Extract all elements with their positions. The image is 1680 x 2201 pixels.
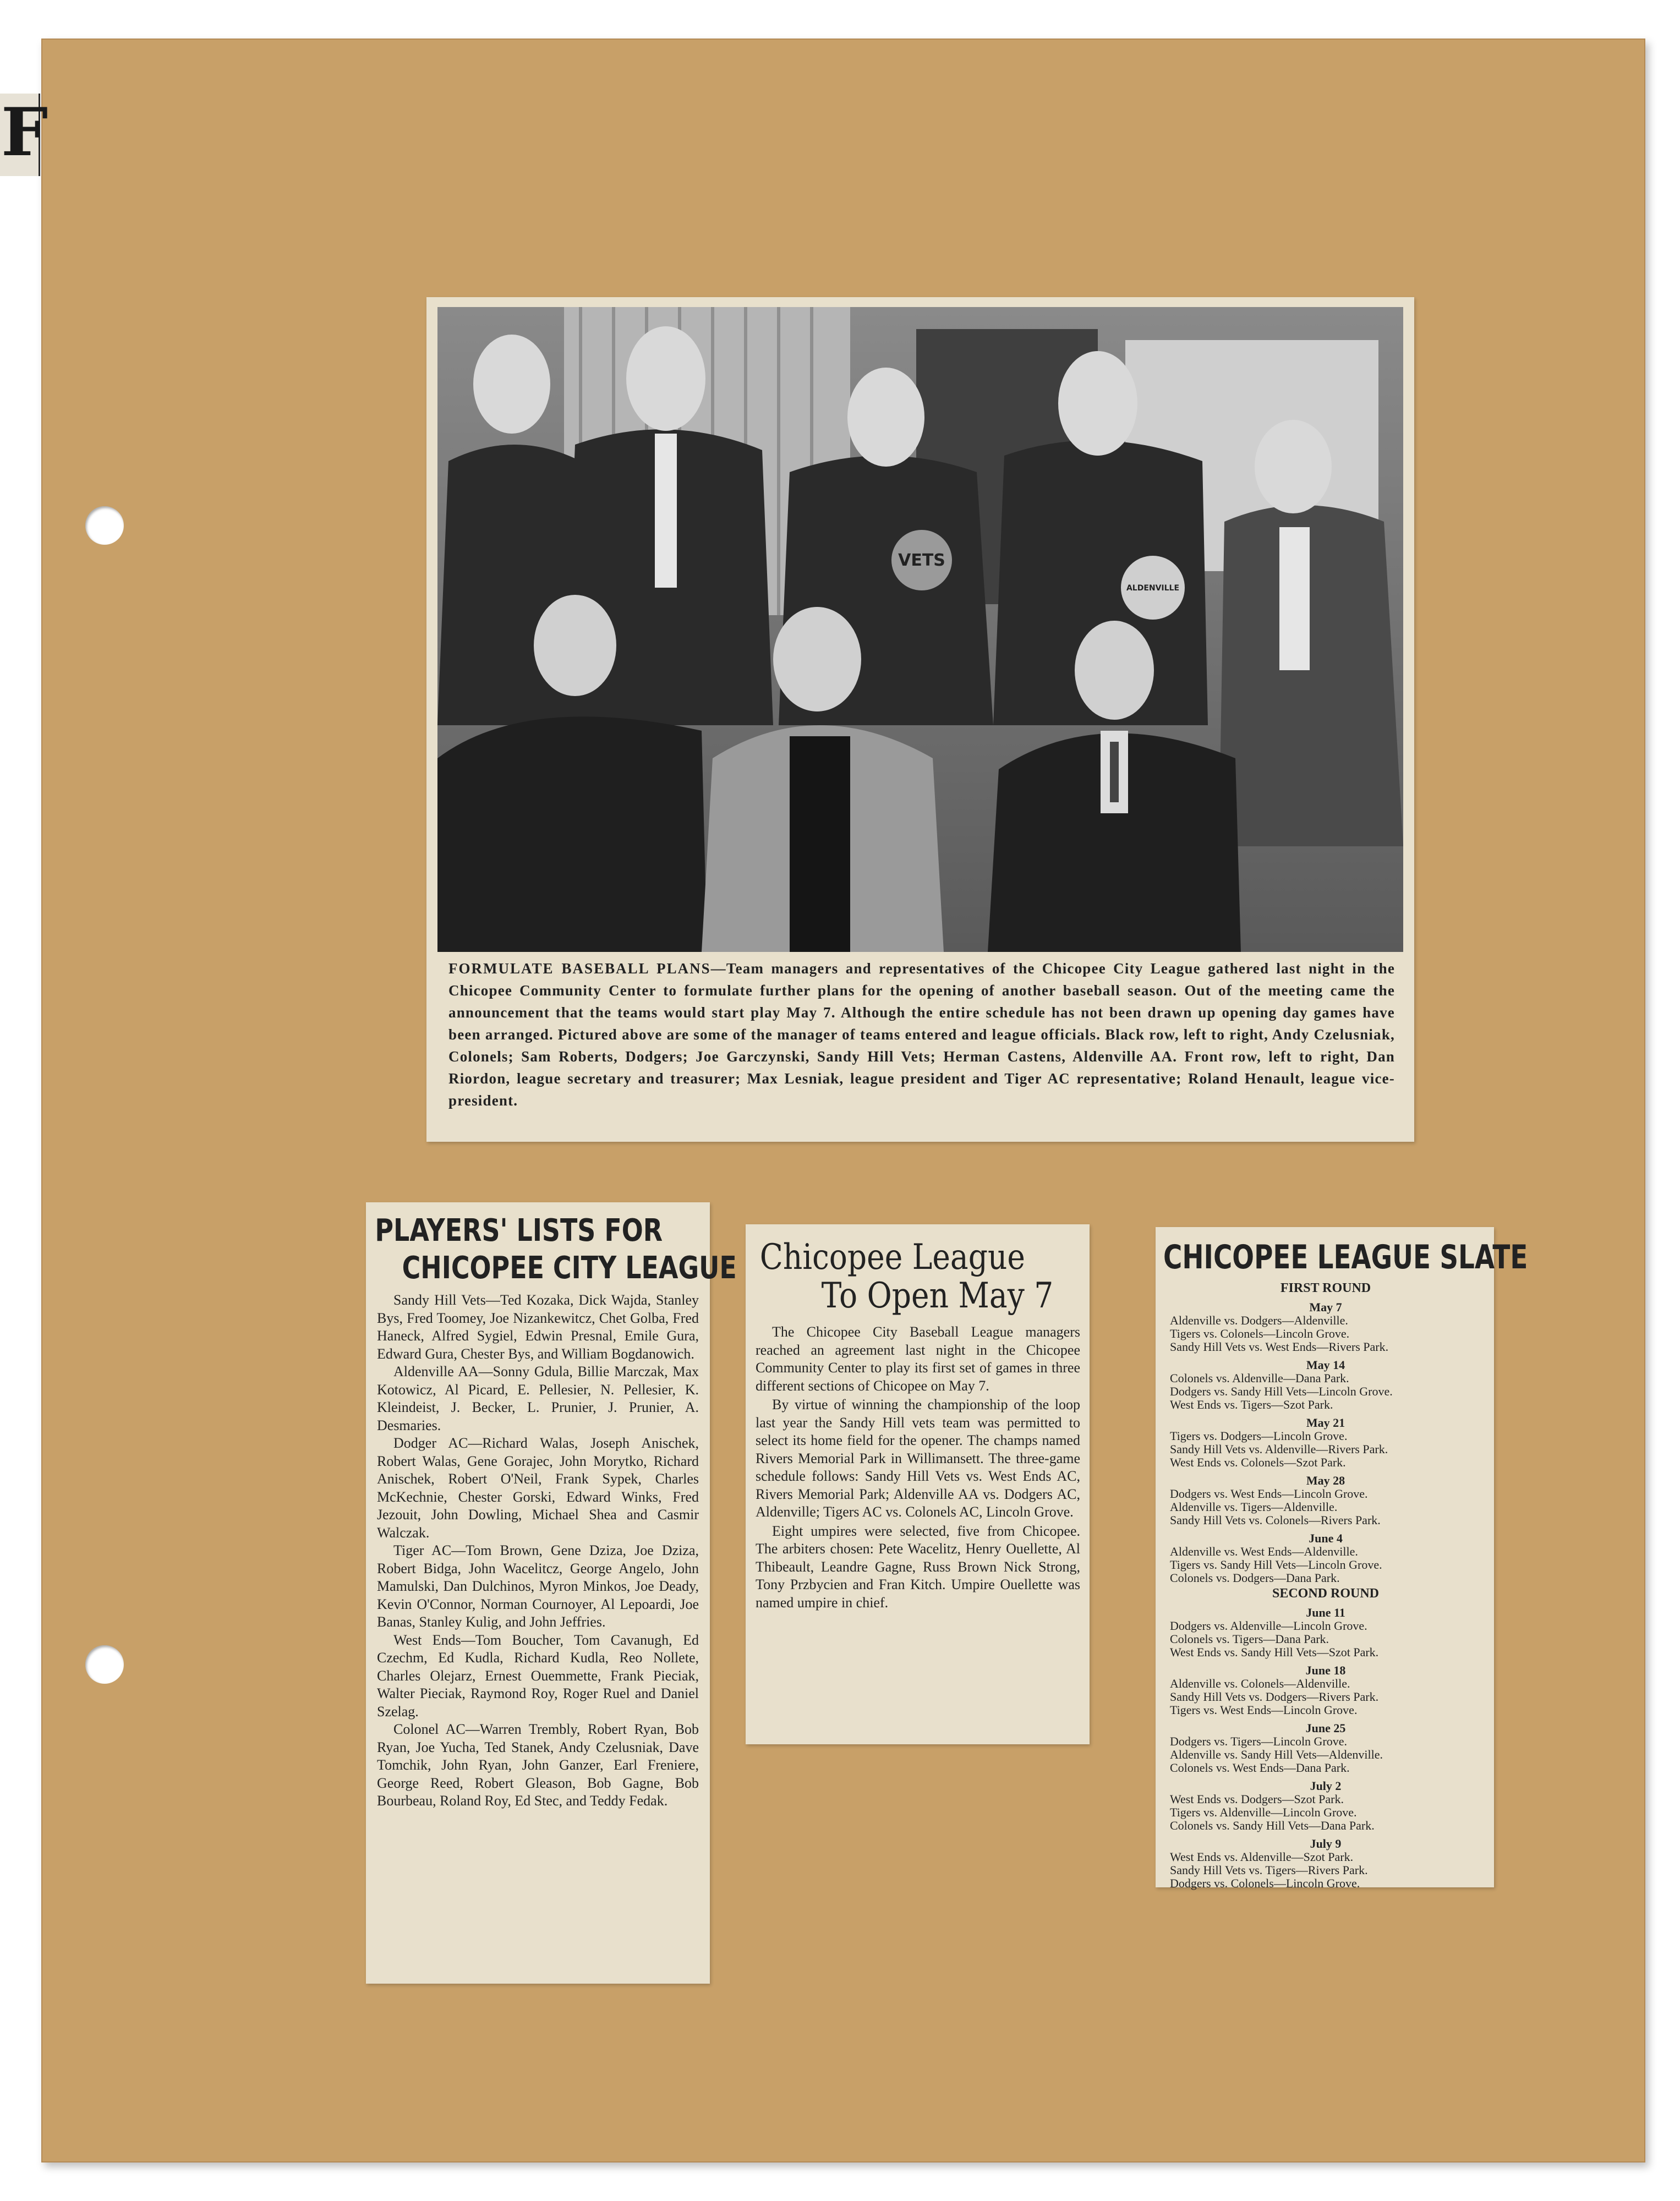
- caption-text: —Team managers and representatives of the Chicopee City League gathered last night in the Chicopee Community Center to formulate further plans for the opening of another baseball season. Out of the meeting came the announcement that the teams would start play May 7. Although the entire schedule has not been drawn up opening day games have been arranged. Pictured above are some of the manager of teams entered and league officials. Black row, left to right, Andy Czelusniak, Colonels; Sam Roberts, Dodgers; Joe Garczynski, Sandy Hill Vets; Herman Castens, Aldenville AA. Front row, left to right, Dan Riordon, league secretary and treasurer; Max Lesniak, league president and Tiger AC representative; Roland Henault, league vice-president.: [448, 960, 1396, 1109]
- adjacent-page-letter: F: [1, 94, 48, 171]
- game-date: May 21: [1306, 1416, 1345, 1430]
- game-date: June 11: [1306, 1606, 1345, 1619]
- game-entry: Aldenville vs. Dodgers—Aldenville.: [1170, 1313, 1348, 1327]
- team-roster-colonel-ac: Colonel AC—Warren Trembly, Robert Ryan, Bob Ryan, Joe Yucha, Ted Stanek, Andy Czelusniak, Dave Tomchik, John Ryan, John Ganzer, Earl Freniere, George Reed, Robert Gleason, Bob Gagne, Bob Bourbeau, Roland Roy, Ed Stec, and Teddy Fedak.: [377, 1721, 699, 1809]
- league-slate-clipping: [1156, 1227, 1528, 1890]
- game-entry: Sandy Hill Vets vs. West Ends—Rivers Park.: [1170, 1340, 1389, 1354]
- photo-clipping: [426, 297, 1414, 1142]
- game-entry: Tigers vs. Sandy Hill Vets—Lincoln Grove.: [1170, 1558, 1382, 1572]
- game-entry: Dodgers vs. Sandy Hill Vets—Lincoln Grove.: [1170, 1384, 1393, 1398]
- caption-lead: FORMULATE BASEBALL PLANS: [448, 960, 711, 977]
- team-roster-west-ends: West Ends—Tom Boucher, Tom Cavanugh, Ed Czechm, Ed Kudla, Richard Kudla, Reo Nollete, Charles Olejarz, Ernest Ouemmette, Frank Pieciak, Walter Pieciak, Raymond Roy, Roger Ruel and Daniel Szelag.: [377, 1631, 699, 1720]
- game-entry: Sandy Hill Vets vs. Aldenville—Rivers Park.: [1170, 1442, 1388, 1456]
- game-entry: West Ends vs. Aldenville—Szot Park.: [1170, 1850, 1354, 1864]
- game-entry: Sandy Hill Vets vs. Dodgers—Rivers Park.: [1170, 1690, 1379, 1704]
- photo-image: [437, 307, 1403, 952]
- game-entry: Sandy Hill Vets vs. Tigers—Rivers Park.: [1170, 1863, 1368, 1877]
- game-date: May 7: [1309, 1300, 1342, 1314]
- team-roster-tiger-ac: Tiger AC—Tom Brown, Gene Dziza, Joe Dziza, Robert Bidga, John Wacelitcz, George Angelo, John Mamulski, Dan Dulchinos, Myron Minkos, Joe Deady, Kevin O'Connor, Norman Cournoyer, Al Lepoardi, Joe Banas, Stanley Kulig, and John Jeffries.: [377, 1542, 699, 1630]
- game-entry: Colonels vs. Tigers—Dana Park.: [1170, 1632, 1329, 1646]
- aldenville-patch-text: ALDENVILLE: [1126, 584, 1180, 593]
- game-entry: Aldenville vs. Tigers—Aldenville.: [1170, 1500, 1338, 1514]
- vets-patch-text: VETS: [898, 551, 945, 570]
- game-entry: Colonels vs. West Ends—Dana Park.: [1170, 1761, 1350, 1775]
- opening-paragraph-3: Eight umpires were selected, five from Chicopee. The arbiters chosen: Pete Wacelitz, Henry Ouellette, Al Thibeault, Leandre Gagne, Russ Brown Nick Strong, Tony Przbycien and Fran Kitch. Umpire Ouellette was named umpire in chief.: [756, 1523, 1080, 1611]
- game-entry: West Ends vs. Sandy Hill Vets—Szot Park.: [1170, 1645, 1379, 1659]
- game-entry: Dodgers vs. Colonels—Lincoln Grove.: [1170, 1876, 1360, 1890]
- game-entry: Colonels vs. Aldenville—Dana Park.: [1170, 1371, 1349, 1385]
- game-entry: Tigers vs. Aldenville—Lincoln Grove.: [1170, 1805, 1357, 1819]
- game-date: June 25: [1305, 1721, 1346, 1735]
- game-entry: Aldenville vs. Sandy Hill Vets—Aldenville.: [1170, 1748, 1383, 1761]
- opening-headline-line2: To Open May 7: [821, 1275, 1054, 1316]
- game-date: June 4: [1309, 1531, 1343, 1545]
- game-entry: West Ends vs. Colonels—Szot Park.: [1170, 1455, 1346, 1469]
- game-entry: Colonels vs. Sandy Hill Vets—Dana Park.: [1170, 1819, 1375, 1832]
- game-entry: West Ends vs. Tigers—Szot Park.: [1170, 1398, 1333, 1411]
- opening-body: [756, 1323, 1080, 1613]
- game-entry: Dodgers vs. Aldenville—Lincoln Grove.: [1170, 1619, 1367, 1633]
- round-title: FIRST ROUND: [1280, 1281, 1371, 1295]
- game-date: May 28: [1306, 1474, 1345, 1487]
- team-managers-photo: [437, 307, 1403, 952]
- round-title: SECOND ROUND: [1272, 1586, 1379, 1601]
- game-date: July 2: [1310, 1779, 1342, 1793]
- players-body: [377, 1291, 699, 1810]
- team-roster-dodger-ac: Dodger AC—Richard Walas, Joseph Anischek, Robert Walas, Gene Gorajec, John Morytko, Richard Anischek, Robert O'Neil, Frank Sypek, Charles McKechnie, Chester Gorski, Edward Winks, Fred Jezouit, John Dowling, Michael Shea and Casmir Walczak.: [377, 1435, 699, 1541]
- players-lists-clipping: [366, 1202, 737, 1984]
- team-roster-aldenville-aa: Aldenville AA—Sonny Gdula, Billie Marczak, Max Kotowicz, Al Picard, E. Pellesier, N. Pellesier, K. Kleindeist, J. Becker, L. Prunier, J. Prunier, A. Desmaries.: [377, 1364, 699, 1433]
- game-entry: Tigers vs. Colonels—Lincoln Grove.: [1170, 1327, 1350, 1340]
- slate-headline: CHICOPEE LEAGUE SLATE: [1163, 1238, 1528, 1277]
- game-entry: West Ends vs. Dodgers—Szot Park.: [1170, 1792, 1344, 1806]
- game-entry: Tigers vs. West Ends—Lincoln Grove.: [1170, 1703, 1358, 1717]
- photo-caption: [448, 957, 1395, 1112]
- opening-paragraph-1: The Chicopee City Baseball League managers reached an agreement last night in the Chicopee Community Center to play its first set of games in three different sections of Chicopee on May 7.: [756, 1324, 1080, 1394]
- game-date: June 18: [1305, 1663, 1346, 1677]
- game-entry: Colonels vs. Dodgers—Dana Park.: [1170, 1571, 1340, 1585]
- adjacent-page-tab: [0, 94, 48, 176]
- game-entry: Aldenville vs. West Ends—Aldenville.: [1170, 1545, 1358, 1558]
- scrapbook-page: [41, 39, 1645, 2162]
- binder-hole-top: [85, 506, 124, 545]
- opening-headline-line1: Chicopee League: [759, 1237, 1025, 1278]
- schedule-list: [1163, 1279, 1488, 1890]
- game-entry: Dodgers vs. Tigers—Lincoln Grove.: [1170, 1734, 1348, 1748]
- binder-hole-bottom: [85, 1645, 124, 1684]
- league-opening-clipping: [746, 1224, 1090, 1744]
- game-date: May 14: [1306, 1358, 1345, 1372]
- game-entry: Dodgers vs. West Ends—Lincoln Grove.: [1170, 1487, 1368, 1501]
- game-entry: Aldenville vs. Colonels—Aldenville.: [1170, 1677, 1350, 1690]
- team-roster-sandy-hill-vets: Sandy Hill Vets—Ted Kozaka, Dick Wajda, Stanley Bys, Fred Toomey, Joe Nizankewitcz, Chet Golba, Fred Haneck, Alfred Sygiel, Edwin Presnal, Emile Gura, Edward Gura, Chester Bys, and William Bogdanowich.: [377, 1292, 699, 1362]
- game-entry: Tigers vs. Dodgers—Lincoln Grove.: [1170, 1429, 1348, 1443]
- game-date: July 9: [1310, 1837, 1342, 1850]
- opening-paragraph-2: By virtue of winning the championship of the loop last year the Sandy Hill vets team was permitted to select its home field for the opener. The champs named Rivers Memorial Park in Willimansett. The three-game schedule follows: Sandy Hill Vets vs. West Ends AC, Rivers Memorial Park; Aldenville AA vs. Dodgers AC, Aldenville; Tigers AC vs. Colonels AC, Lincoln Grove.: [756, 1397, 1080, 1520]
- game-entry: Sandy Hill Vets vs. Colonels—Rivers Park.: [1170, 1513, 1381, 1527]
- players-headline-line2: CHICOPEE CITY LEAGUE: [402, 1250, 737, 1286]
- players-headline-line1: PLAYERS' LISTS FOR: [375, 1213, 663, 1249]
